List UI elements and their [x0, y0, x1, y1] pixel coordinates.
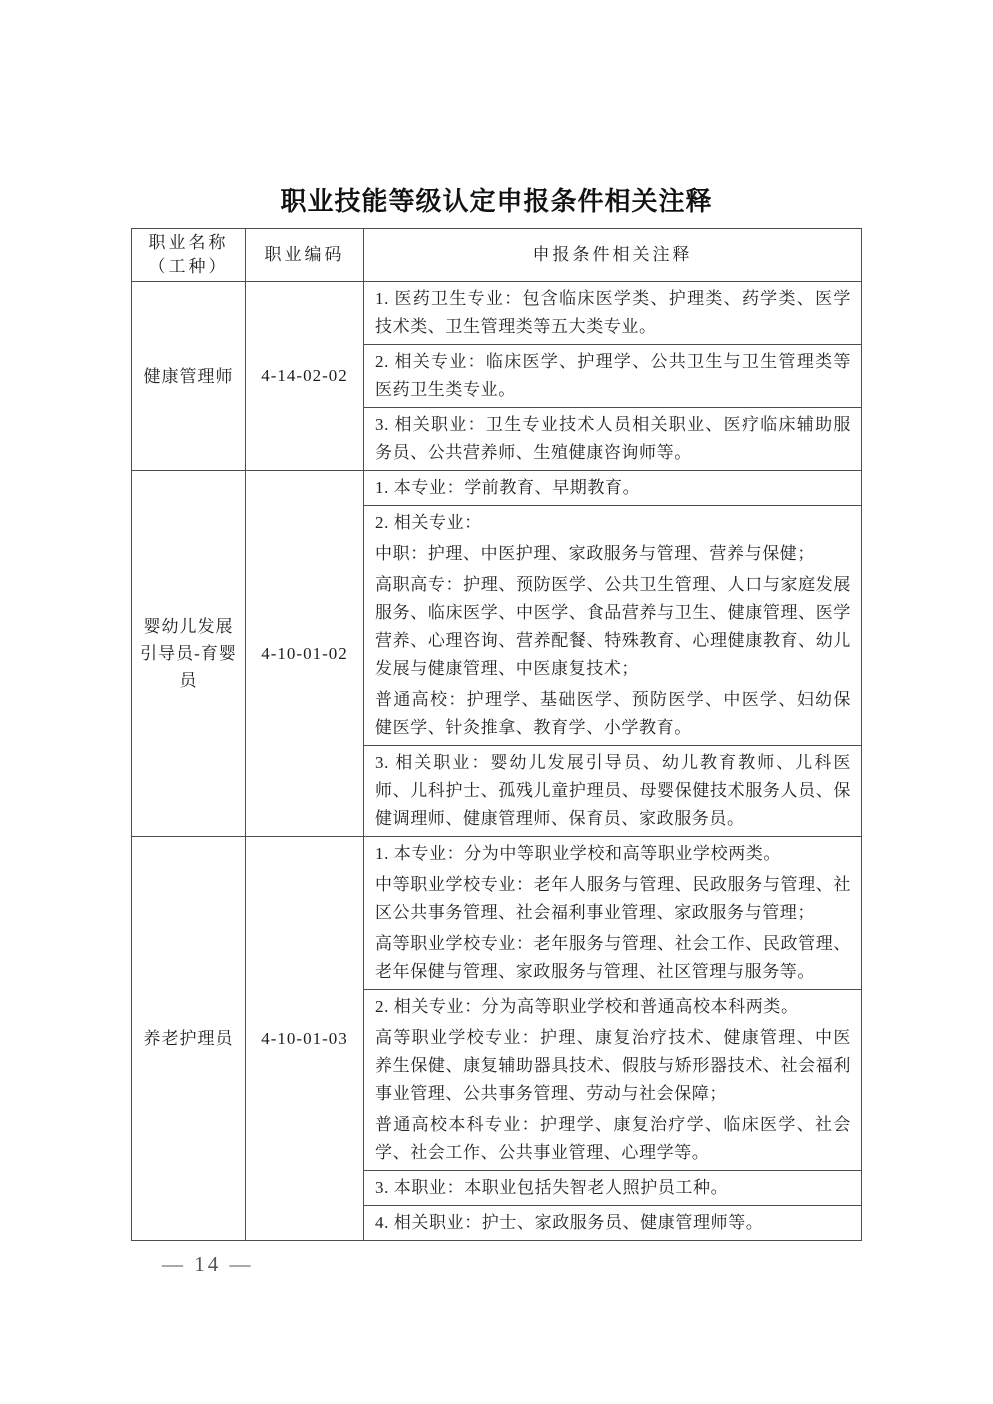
note-paragraph: 中职：护理、中医护理、家政服务与管理、营养与保健； — [375, 544, 815, 563]
table-header-row — [132, 229, 862, 282]
page-number: — 14 — — [162, 1252, 254, 1276]
table-row — [132, 471, 862, 837]
table-row — [132, 837, 862, 1241]
note-item — [364, 471, 861, 505]
column-header-code: 职业编码 — [246, 229, 364, 282]
occupation-code-cell: 4-10-01-03 — [246, 837, 364, 1241]
note-paragraph: 3. 相关职业：卫生专业技术人员相关职业、医疗临床辅助服 务员、公共营养师、生殖健康咨询师等。 — [375, 415, 851, 462]
occupation-name-cell: 养老护理员 — [132, 837, 246, 1241]
note-item — [364, 1170, 861, 1205]
note-paragraph: 1. 医药卫生专业：包含临床医学类、护理类、药学类、医学技术类、卫生管理类等五大类专业。 — [375, 289, 851, 336]
note-paragraph: 3. 本职业：本职业包括失智老人照护员工种。 — [375, 1178, 729, 1197]
note-item — [364, 1205, 861, 1240]
note-paragraph: 高职高专：护理、预防医学、公共卫生管理、人口与家庭发展服务、临床医学、中医学、食品营养与卫生、健康管理、医学营养、心理咨询、营养配餐、特殊教育、心理健康教育、幼儿发展与健康管理、中医康复技术； — [375, 575, 851, 678]
note-paragraph: 普通高校：护理学、基础医学、预防医学、中医学、妇幼保 健医学、针灸推拿、教育学、小学教育。 — [375, 690, 851, 737]
note-paragraph: 4. 相关职业：护士、家政服务员、健康管理师等。 — [375, 1213, 764, 1232]
notes-table — [131, 228, 862, 1241]
note-paragraph: 普通高校本科专业：护理学、康复治疗学、临床医学、社会 学、社会工作、公共事业管理、心理学等。 — [375, 1115, 851, 1162]
note-paragraph: 中等职业学校专业：老年人服务与管理、民政服务与管理、社区公共事务管理、社会福利事业管理、家政服务与管理； — [375, 875, 851, 922]
note-paragraph: 高等职业学校专业：护理、康复治疗技术、健康管理、中医 养生保健、康复辅助器具技术、假肢与矫形器技术、社会福利 事业管理、公共事务管理、劳动与社会保障； — [375, 1028, 851, 1103]
page-title: 职业技能等级认定申报条件相关注释 — [280, 186, 713, 216]
occupation-header-line2: （工种） — [148, 257, 229, 276]
note-paragraph: 2. 相关专业：临床医学、护理学、公共卫生与卫生管理类等医药卫生类专业。 — [375, 352, 851, 399]
note-paragraph: 3. 相关职业：婴幼儿发展引导员、幼儿教育教师、儿科医师、儿科护士、孤残儿童护理员、母婴保健技术服务人员、保健调理师、健康管理师、保育员、家政服务员。 — [375, 753, 851, 828]
occupation-name-cell: 婴幼儿发展引导员-育婴员 — [132, 471, 246, 837]
table-row — [132, 282, 862, 471]
notes-cell — [364, 471, 862, 837]
note-item — [364, 837, 861, 989]
occupation-header-line1: 职业名称 — [148, 233, 229, 252]
note-item — [364, 989, 861, 1170]
note-item — [364, 407, 861, 470]
notes-cell — [364, 282, 862, 471]
note-paragraph: 2. 相关专业： — [375, 513, 482, 532]
note-paragraph: 1. 本专业：分为中等职业学校和高等职业学校两类。 — [375, 844, 781, 863]
occupation-name-cell: 健康管理师 — [132, 282, 246, 471]
occupation-code-cell: 4-14-02-02 — [246, 282, 364, 471]
occupation-code-cell: 4-10-01-02 — [246, 471, 364, 837]
note-paragraph: 1. 本专业：学前教育、早期教育。 — [375, 478, 641, 497]
column-header-notes: 申报条件相关注释 — [364, 229, 862, 282]
note-item — [364, 745, 861, 836]
note-paragraph: 2. 相关专业：分为高等职业学校和普通高校本科两类。 — [375, 997, 799, 1016]
note-item — [364, 344, 861, 407]
column-header-occupation — [132, 229, 246, 282]
note-item — [364, 282, 861, 344]
notes-cell — [364, 837, 862, 1241]
note-item — [364, 505, 861, 745]
note-paragraph: 高等职业学校专业：老年服务与管理、社会工作、民政管理、老年保健与管理、家政服务与管理、社区管理与服务等。 — [375, 934, 851, 981]
